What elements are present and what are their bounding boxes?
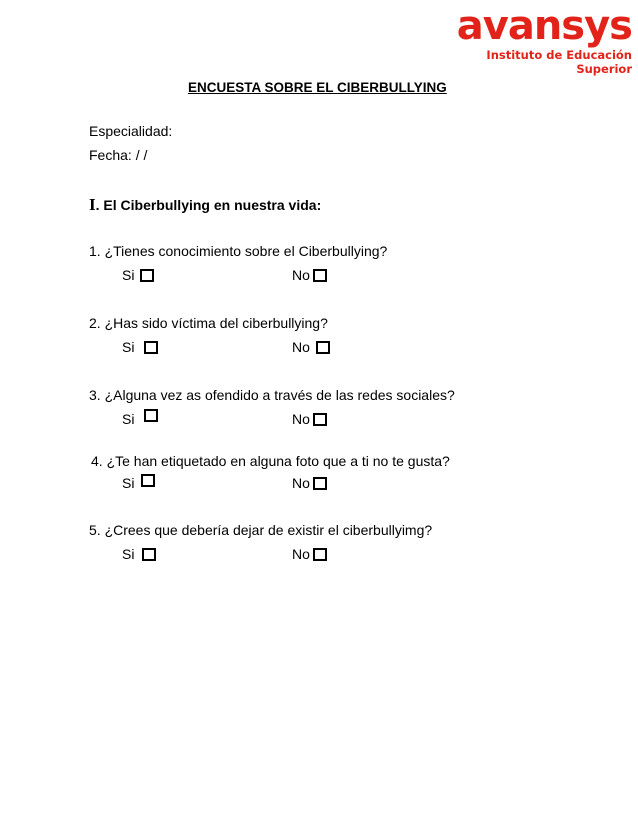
yes-checkbox[interactable] bbox=[142, 548, 156, 561]
question-1-no-option bbox=[292, 266, 327, 284]
question-1-yes-option bbox=[122, 266, 154, 284]
question-2-text: 2. ¿Has sido víctima del ciberbullying? bbox=[89, 315, 328, 331]
question-4-yes-option bbox=[122, 474, 155, 492]
question-2-no-option bbox=[292, 338, 330, 356]
no-checkbox[interactable] bbox=[313, 413, 327, 426]
date-label: Fecha: / / bbox=[89, 147, 148, 163]
section-numeral: I bbox=[89, 195, 96, 214]
survey-title: ENCUESTA SOBRE EL CIBERBULLYING bbox=[188, 80, 447, 95]
question-3-text: 3. ¿Alguna vez as ofendido a través de las redes sociales? bbox=[89, 387, 455, 403]
yes-label: Si bbox=[122, 267, 135, 283]
no-checkbox[interactable] bbox=[316, 341, 330, 354]
yes-label: Si bbox=[122, 339, 135, 355]
specialty-label: Especialidad: bbox=[89, 123, 173, 139]
no-label: No bbox=[292, 475, 310, 491]
yes-checkbox[interactable] bbox=[144, 409, 158, 422]
question-2-yes-option bbox=[122, 338, 158, 356]
question-4-text: 4. ¿Te han etiquetado en alguna foto que a ti no te gusta? bbox=[91, 453, 450, 469]
no-checkbox[interactable] bbox=[313, 548, 327, 561]
yes-label: Si bbox=[122, 546, 135, 562]
question-3-no-option bbox=[292, 410, 327, 428]
yes-checkbox[interactable] bbox=[141, 474, 155, 487]
question-5-yes-option bbox=[122, 545, 156, 563]
avansys-logo bbox=[432, 4, 632, 76]
yes-checkbox[interactable] bbox=[140, 269, 154, 282]
no-label: No bbox=[292, 411, 310, 427]
no-checkbox[interactable] bbox=[313, 269, 327, 282]
section-heading bbox=[89, 196, 321, 214]
question-5-no-option bbox=[292, 545, 327, 563]
yes-checkbox[interactable] bbox=[144, 341, 158, 354]
question-5-text: 5. ¿Crees que debería dejar de existir el ciberbullyimg? bbox=[89, 522, 433, 538]
yes-label: Si bbox=[122, 475, 135, 491]
question-4-no-option bbox=[292, 474, 327, 492]
logo-wordmark: avansys bbox=[456, 3, 632, 49]
logo-tagline: Instituto de Educación Superior bbox=[486, 48, 632, 76]
question-1-text: 1. ¿Tienes conocimiento sobre el Ciberbullying? bbox=[89, 243, 388, 259]
no-label: No bbox=[292, 546, 310, 562]
question-3-yes-option bbox=[122, 410, 158, 428]
no-label: No bbox=[292, 339, 310, 355]
no-checkbox[interactable] bbox=[313, 477, 327, 490]
yes-label: Si bbox=[122, 411, 135, 427]
no-label: No bbox=[292, 267, 310, 283]
section-title: . El Ciberbullying en nuestra vida: bbox=[95, 197, 322, 213]
